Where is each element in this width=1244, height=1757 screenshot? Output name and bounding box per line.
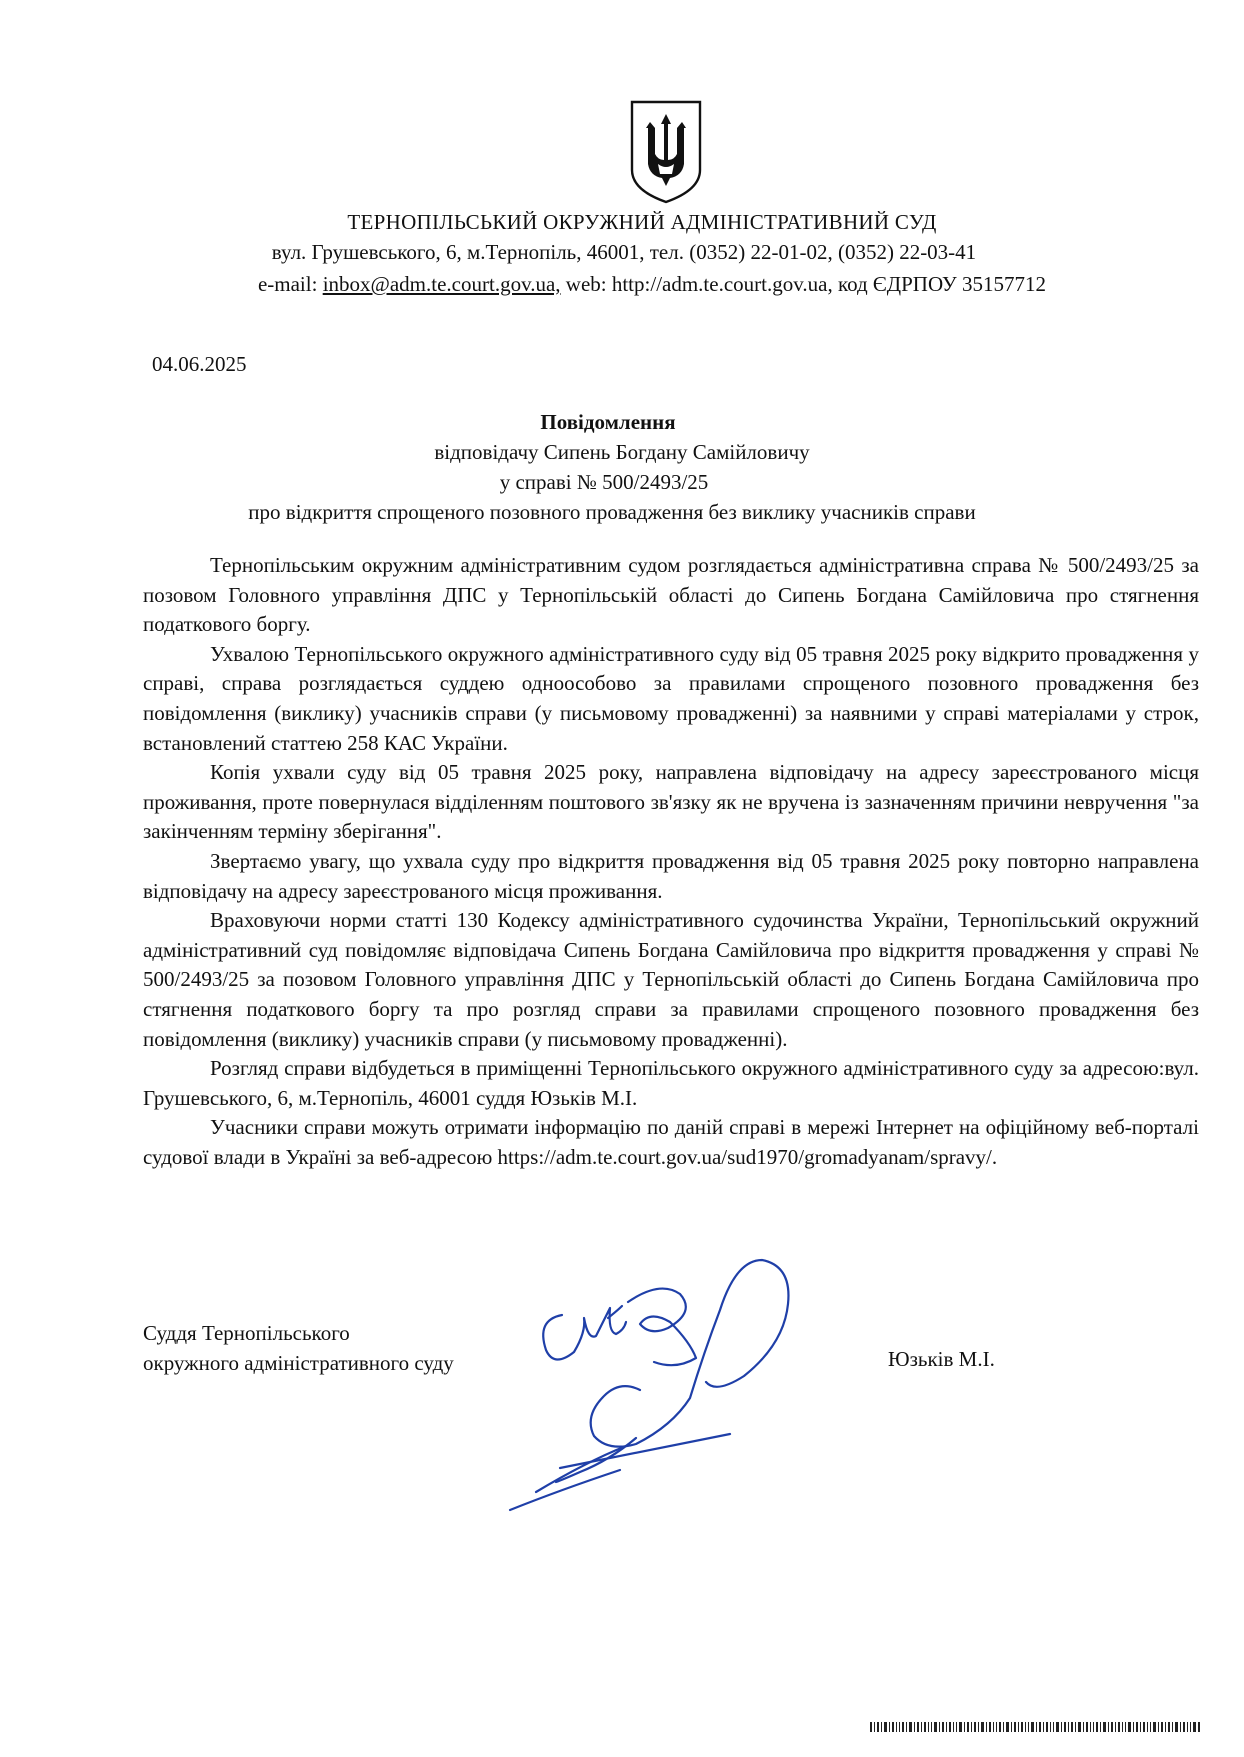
web-and-code: web: http://adm.te.court.gov.ua, код ЄДРПОУ 35157712 xyxy=(560,272,1047,296)
paragraph: Копія ухвали суду від 05 травня 2025 року, направлена відповідачу на адресу зареєстрованого місця проживання, проте повернулася відділенням поштового зв'язку як не вручена із зазначенням причини невручення "за закінченням терміну зберігання". xyxy=(143,760,1199,844)
notice-case-number: у справі № 500/2493/25 xyxy=(499,470,709,494)
paragraph: Учасники справи можуть отримати інформацію по даній справі в мережі Інтернет на офіційному веб-порталі судової влади в Україні за веб-адресою https://adm.te.court.gov.ua/sud1970/gromadyanam/spravy/. xyxy=(143,1115,1199,1169)
paragraph: Розгляд справи відбудеться в приміщенні Тернопільського окружного адміністративного суду за адресою:вул. Грушевського, 6, м.Тернопіль, 46001 суддя Юзьків М.І. xyxy=(143,1056,1199,1110)
email-label: e-mail: xyxy=(257,272,323,296)
paragraph: Враховуючи норми статті 130 Кодексу адміністративного судочинства України, Тернопільський окружний адміністративний суд повідомляє відповідача Сипень Богдана Самійловича про відкриття провадження у справі № 500/2493/25 за позовом Головного управління ДПС у Тернопільській області до Сипень Богдана Самійловича про стягнення податкового боргу та про розгляд справи за правилами спрощеного позовного провадження без повідомлення (виклику) учасників справи (у письмовому провадженні). xyxy=(143,908,1199,1051)
paragraph: Звертаємо увагу, що ухвала суду про відкриття провадження від 05 травня 2025 року повторно направлена відповідачу на адресу зареєстрованого місця проживання. xyxy=(143,848,1199,903)
document-date: 04.06.2025 xyxy=(152,352,247,376)
signer-name: Юзьків М.І. xyxy=(888,1347,995,1371)
paragraph: Тернопільським окружним адміністративним судом розглядається адміністративна справа № 500/2493/25 за позовом Головного управління ДПС у Тернопільській області до Сипень Богдана Самійловича про стягнення податкового боргу. xyxy=(143,553,1199,637)
signer-position-line: окружного адміністративного суду xyxy=(143,1351,454,1375)
signer-position xyxy=(143,1318,454,1378)
notice-heading: Повідомлення xyxy=(540,410,676,434)
court-title: ТЕРНОПІЛЬСЬКИЙ ОКРУЖНИЙ АДМІНІСТРАТИВНИЙ СУД xyxy=(347,210,937,234)
notice-body xyxy=(143,551,1199,1172)
email-link[interactable]: inbox@adm.te.court.gov.ua, xyxy=(322,272,561,296)
handwritten-signature xyxy=(500,1240,840,1520)
coat-of-arms-trident-icon xyxy=(628,98,704,206)
notice-recipient: відповідачу Сипень Богдану Самійловичу xyxy=(434,440,810,464)
court-contacts xyxy=(30,272,1244,297)
document-barcode xyxy=(870,1722,1200,1732)
paragraph: Ухвалою Тернопільського окружного адміністративного суду від 05 травня 2025 року відкрито провадження у справі, справа розглядається суддею одноособово за правилами спрощеного позовного провадження без повідомлення (виклику) учасників справи (у письмовому провадженні) за наявними у справі матеріалами у строк, встановлений статтею 258 КАС України. xyxy=(143,641,1199,755)
signer-position-line: Суддя Тернопільського xyxy=(143,1321,350,1345)
court-address: вул. Грушевського, 6, м.Тернопіль, 46001, тел. (0352) 22-01-02, (0352) 22-03-41 xyxy=(271,240,977,264)
notice-subject: про відкриття спрощеного позовного провадження без виклику учасників справи xyxy=(248,500,976,524)
